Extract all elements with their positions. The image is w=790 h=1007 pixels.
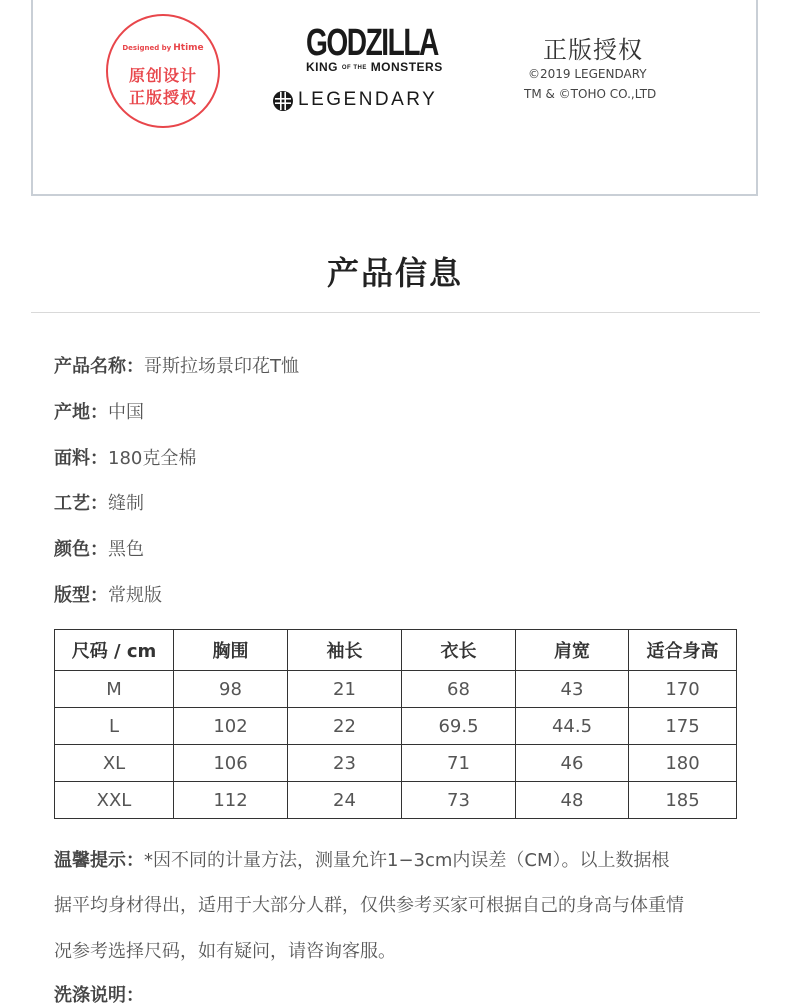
header-sleeve: 袖长	[288, 630, 402, 671]
size-table	[54, 629, 737, 819]
table-row	[55, 782, 737, 819]
authorization-copyright-2: TM & ©TOHO CO.,LTD	[524, 87, 657, 101]
table-cell: 175	[629, 708, 737, 745]
info-row-fabric: 面料：180克全棉	[54, 448, 197, 469]
note-line-1: 温馨提示：*因不同的计量方法，测量允许1−3cm内误差（CM）。以上数据根	[54, 850, 670, 871]
authorization-title: 正版授权	[543, 36, 643, 64]
size-table-header	[55, 630, 737, 671]
authorization-copyright-1: ©2019 LEGENDARY	[528, 67, 647, 81]
table-cell: M	[55, 671, 174, 708]
designed-by-text: Designed by Htime	[122, 43, 204, 53]
table-cell: 21	[288, 671, 402, 708]
godzilla-title: GODZILLA	[306, 22, 438, 64]
table-row	[55, 708, 737, 745]
table-cell: 71	[402, 745, 516, 782]
table-cell: 185	[629, 782, 737, 819]
table-row	[55, 745, 737, 782]
table-cell: 43	[516, 671, 629, 708]
table-cell: XXL	[55, 782, 174, 819]
badge-line-2: 正版授权	[128, 88, 197, 107]
info-row-fit: 版型：常规版	[54, 585, 162, 606]
next-section-label: 洗涤说明：	[54, 985, 144, 1006]
original-design-badge	[106, 14, 220, 128]
table-cell: 73	[402, 782, 516, 819]
header-shoulder: 肩宽	[516, 630, 629, 671]
info-row-origin: 产地：中国	[54, 402, 144, 423]
section-title: 产品信息	[326, 254, 463, 292]
legendary-emblem-icon	[272, 90, 294, 112]
table-cell: 44.5	[516, 708, 629, 745]
table-cell: 180	[629, 745, 737, 782]
table-cell: 170	[629, 671, 737, 708]
table-cell: 102	[174, 708, 288, 745]
table-cell: 112	[174, 782, 288, 819]
table-cell: L	[55, 708, 174, 745]
table-row	[55, 671, 737, 708]
note-line-2: 据平均身材得出，适用于大部分人群，仅供参考买家可根据自己的身高与体重情	[54, 895, 684, 916]
table-cell: 24	[288, 782, 402, 819]
table-cell: 68	[402, 671, 516, 708]
badge-line-1: 原创设计	[128, 66, 197, 85]
table-cell: 48	[516, 782, 629, 819]
legendary-wordmark: LEGENDARY	[298, 89, 438, 110]
table-cell: 23	[288, 745, 402, 782]
header-size: 尺码 / cm	[55, 630, 174, 671]
info-row-color: 颜色：黑色	[54, 539, 144, 560]
note-line-3: 况参考选择尺码，如有疑问，请咨询客服。	[54, 941, 396, 962]
info-row-name: 产品名称：哥斯拉场景印花T恤	[54, 356, 299, 377]
table-cell: 106	[174, 745, 288, 782]
header-chest: 胸围	[174, 630, 288, 671]
table-cell: 98	[174, 671, 288, 708]
header-length: 衣长	[402, 630, 516, 671]
section-divider	[31, 312, 760, 313]
info-row-craft: 工艺：缝制	[54, 493, 144, 514]
godzilla-subtitle: KING OF THE MONSTERS	[306, 60, 443, 74]
table-cell: 22	[288, 708, 402, 745]
table-cell: XL	[55, 745, 174, 782]
table-cell: 46	[516, 745, 629, 782]
table-cell: 69.5	[402, 708, 516, 745]
header-height: 适合身高	[629, 630, 737, 671]
